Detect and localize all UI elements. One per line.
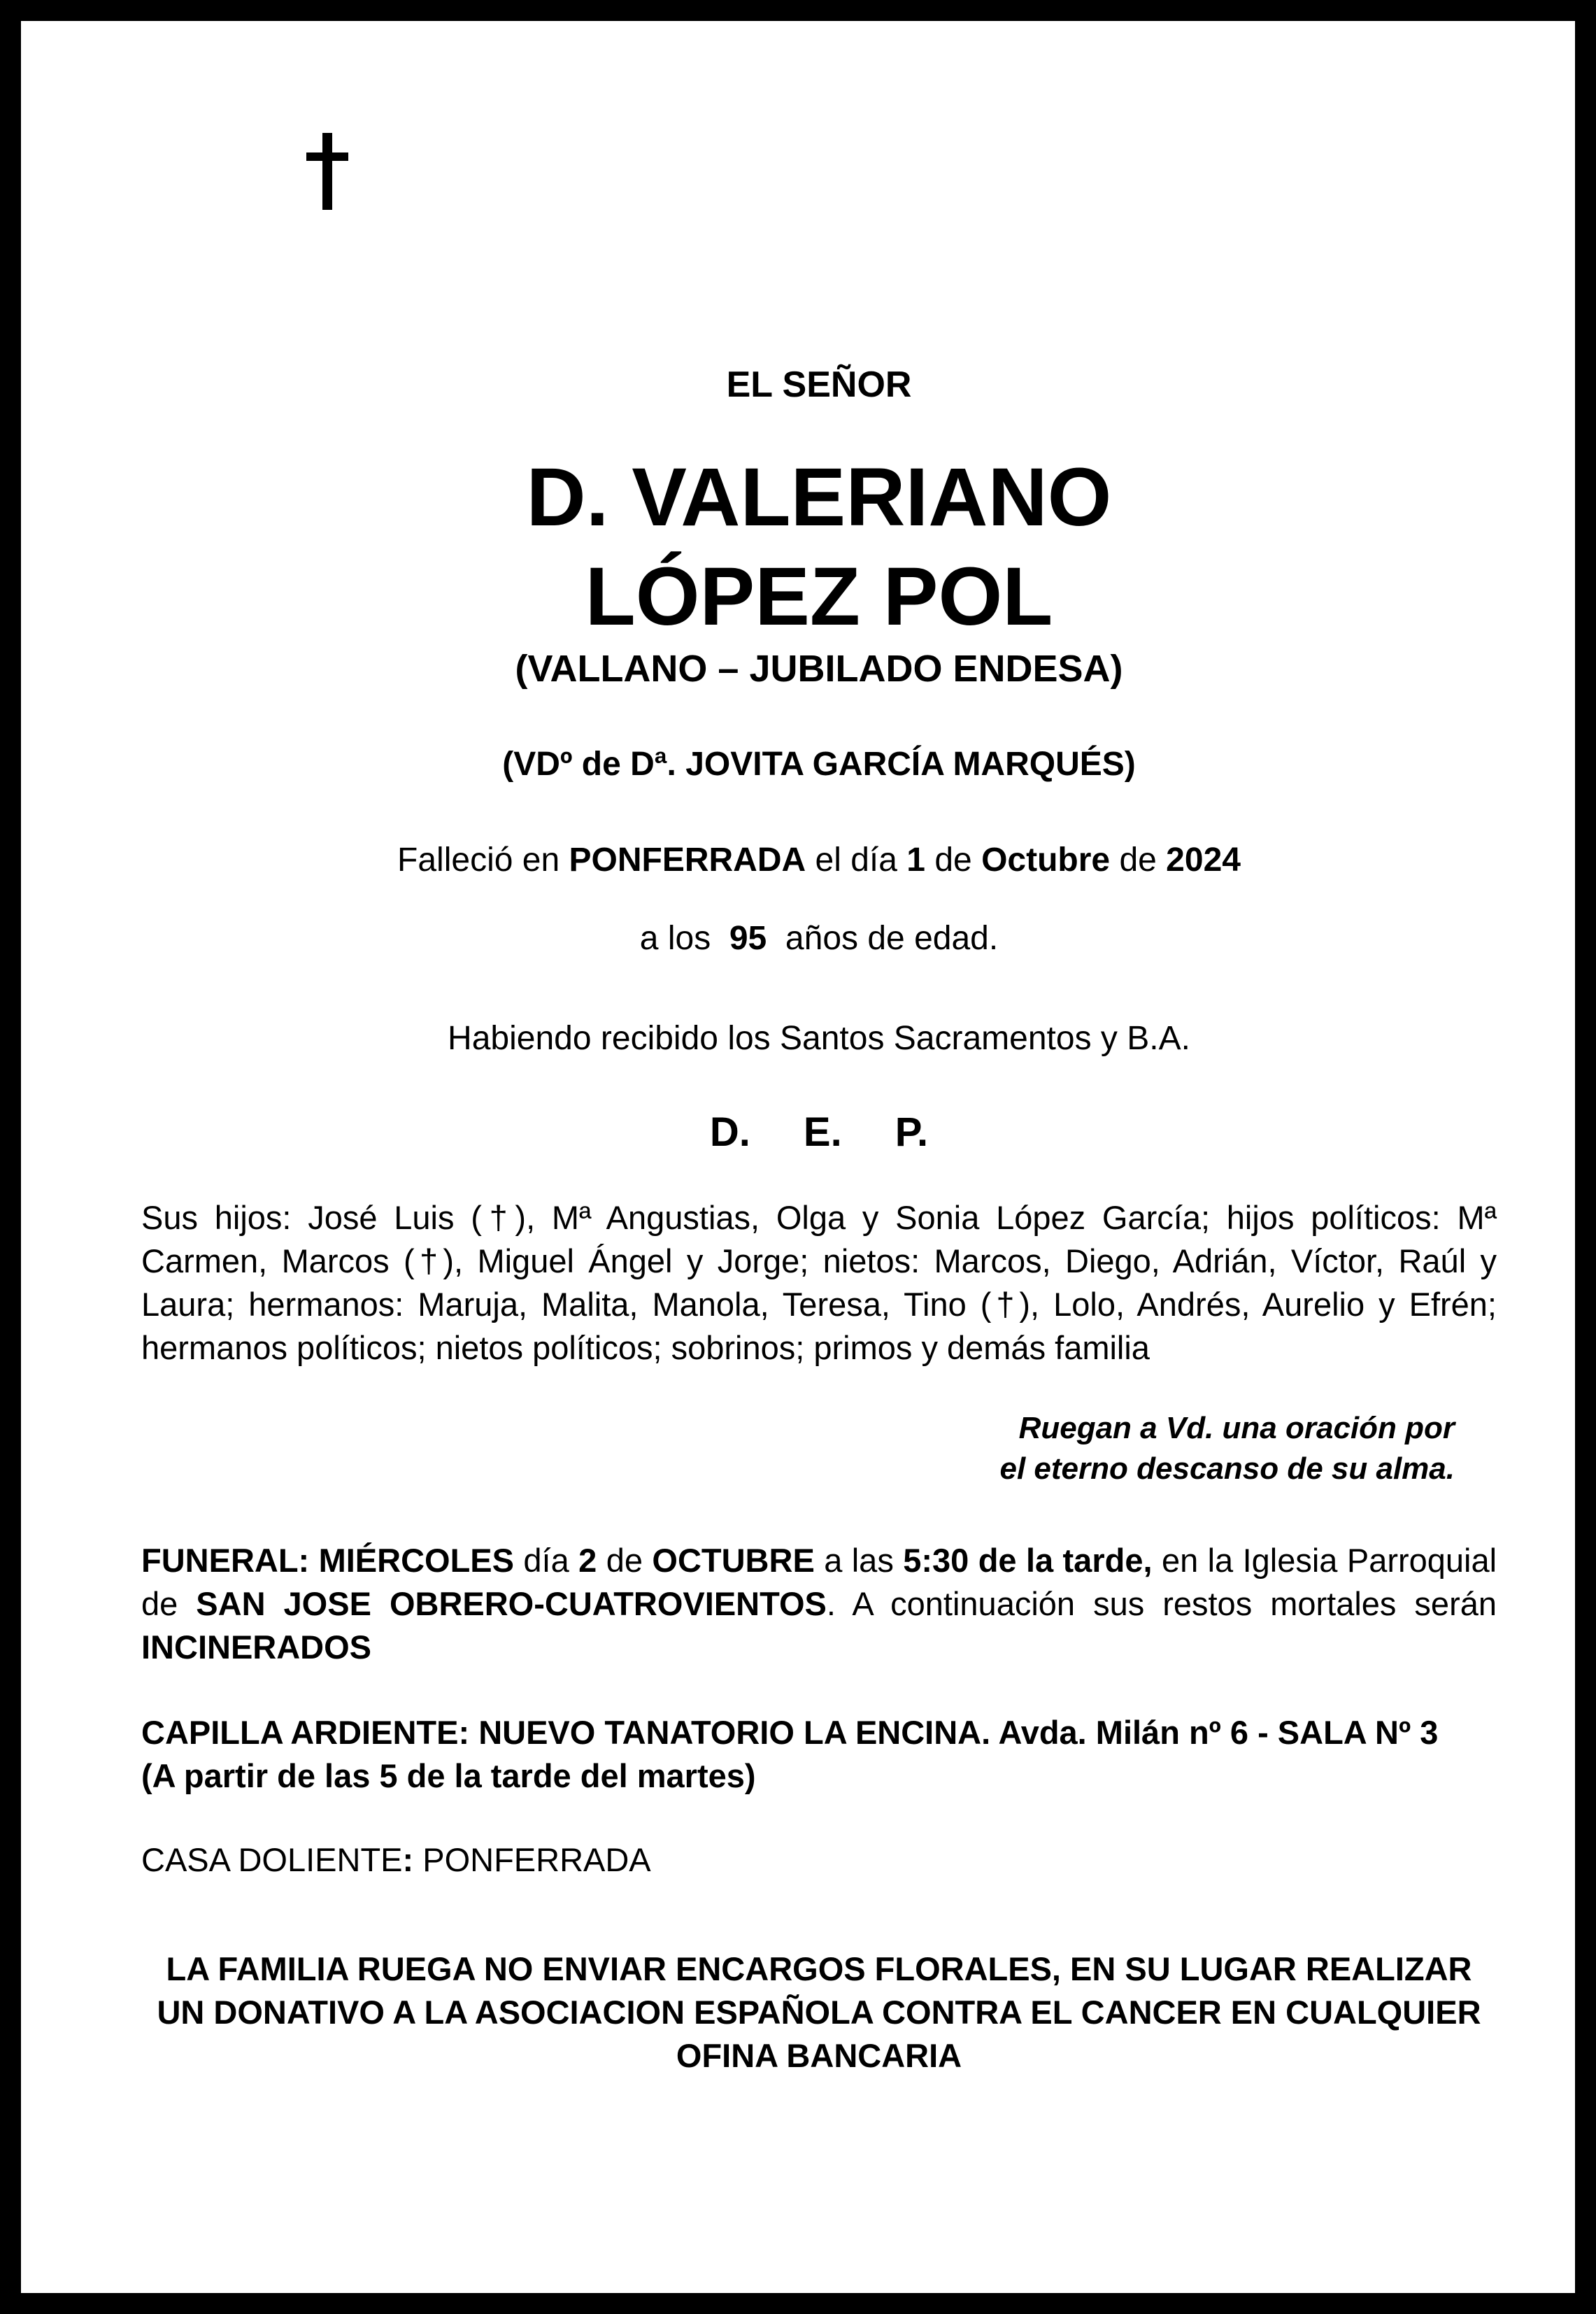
prayer-request <box>755 1408 1455 1489</box>
dep-abbreviation <box>21 1109 1596 1156</box>
cross-vertical-bar <box>322 133 332 210</box>
prayer-line-2: el eterno descanso de su alma. <box>999 1451 1455 1486</box>
death-of-2: de <box>1119 842 1157 879</box>
dep-letter-d: D. <box>709 1109 750 1155</box>
chapel-label: CAPILLA ARDIENTE <box>141 1714 459 1751</box>
death-prefix: Falleció en <box>397 842 560 879</box>
name-line-1: D. VALERIANO <box>526 451 1112 544</box>
death-statement <box>21 841 1596 879</box>
funeral-label: FUNERAL: <box>141 1542 310 1579</box>
prayer-line-1: Ruegan a Vd. una oración por <box>1018 1411 1455 1445</box>
funeral-text-1: día <box>523 1542 569 1579</box>
death-year: 2024 <box>1166 842 1241 879</box>
death-month: Octubre <box>981 842 1111 879</box>
age-suffix: años de edad. <box>785 920 999 957</box>
funeral-text-3: a las <box>824 1542 894 1579</box>
casa-place: PONFERRADA <box>422 1841 651 1878</box>
casa-separator: : <box>402 1841 414 1878</box>
dep-letter-p: P. <box>895 1109 929 1155</box>
age-statement <box>21 919 1596 958</box>
funeral-text-4: en la Iglesia Parroquial de <box>141 1542 1497 1622</box>
death-day: 1 <box>906 842 925 879</box>
nickname-occupation: (VALLANO – JUBILADO ENDESA) <box>515 648 1123 690</box>
mourning-house <box>141 1838 1497 1882</box>
funeral-disposition: INCINERADOS <box>141 1628 372 1666</box>
age-years: 95 <box>729 920 767 957</box>
death-day-text: el día <box>815 842 897 879</box>
cross-horizontal-bar <box>306 152 348 161</box>
death-of-1: de <box>934 842 972 879</box>
name-line-2: LÓPEZ POL <box>585 551 1053 643</box>
cross-icon <box>306 133 348 210</box>
funeral-day: 2 <box>578 1542 597 1579</box>
funeral-weekday: MIÉRCOLES <box>318 1542 515 1579</box>
casa-label: CASA DOLIENTE <box>141 1841 403 1878</box>
chapel-details <box>141 1711 1497 1798</box>
chapel-hours: (A partir de las 5 de la tarde del martes) <box>141 1757 756 1794</box>
deceased-name <box>21 448 1596 646</box>
chapel-line-1 <box>141 1711 1497 1754</box>
dep-letter-e: E. <box>803 1109 842 1155</box>
family-members-paragraph: Sus hijos: José Luis (†), Mª Angustias, Olga y Sonia López García; hijos políticos: Mª Carmen, Marcos (†), Miguel Ángel y Jorge; nietos: Marcos, Diego, Adrián, Víctor, Raúl y Laura; hermanos: Maruja, Malita, Manola, Teresa, Tino (†), Lolo, Andrés, Aurelio y Efrén; hermanos políticos; nietos políticos; sobrinos; primos y demás familia <box>141 1199 1497 1366</box>
funeral-time: 5:30 de la tarde, <box>903 1542 1153 1579</box>
chapel-place: NUEVO TANATORIO LA ENCINA. Avda. Milán nº 6 - SALA Nº 3 <box>478 1714 1439 1751</box>
widower-of: (VDº de Dª. JOVITA GARCÍA MARQUÉS) <box>502 746 1136 783</box>
age-prefix: a los <box>639 920 711 957</box>
chapel-separator: : <box>458 1714 470 1751</box>
funeral-church: SAN JOSE OBRERO-CUATROVIENTOS <box>196 1585 827 1622</box>
death-place: PONFERRADA <box>569 842 806 879</box>
funeral-month: OCTUBRE <box>652 1542 815 1579</box>
sacraments-line: Habiendo recibido los Santos Sacramentos y B.A. <box>448 1020 1190 1057</box>
funeral-text-5: . A continuación sus restos mortales serán <box>826 1585 1497 1622</box>
funeral-details <box>141 1539 1497 1669</box>
donation-notice: LA FAMILIA RUEGA NO ENVIAR ENCARGOS FLORALES, EN SU LUGAR REALIZAR UN DONATIVO A LA ASOCIACION ESPAÑOLA CONTRA EL CANCER EN CUALQUIER OFINA BANCARIA <box>157 1950 1481 2074</box>
funeral-text-2: de <box>606 1542 643 1579</box>
title-el-senor: EL SEÑOR <box>726 364 912 405</box>
